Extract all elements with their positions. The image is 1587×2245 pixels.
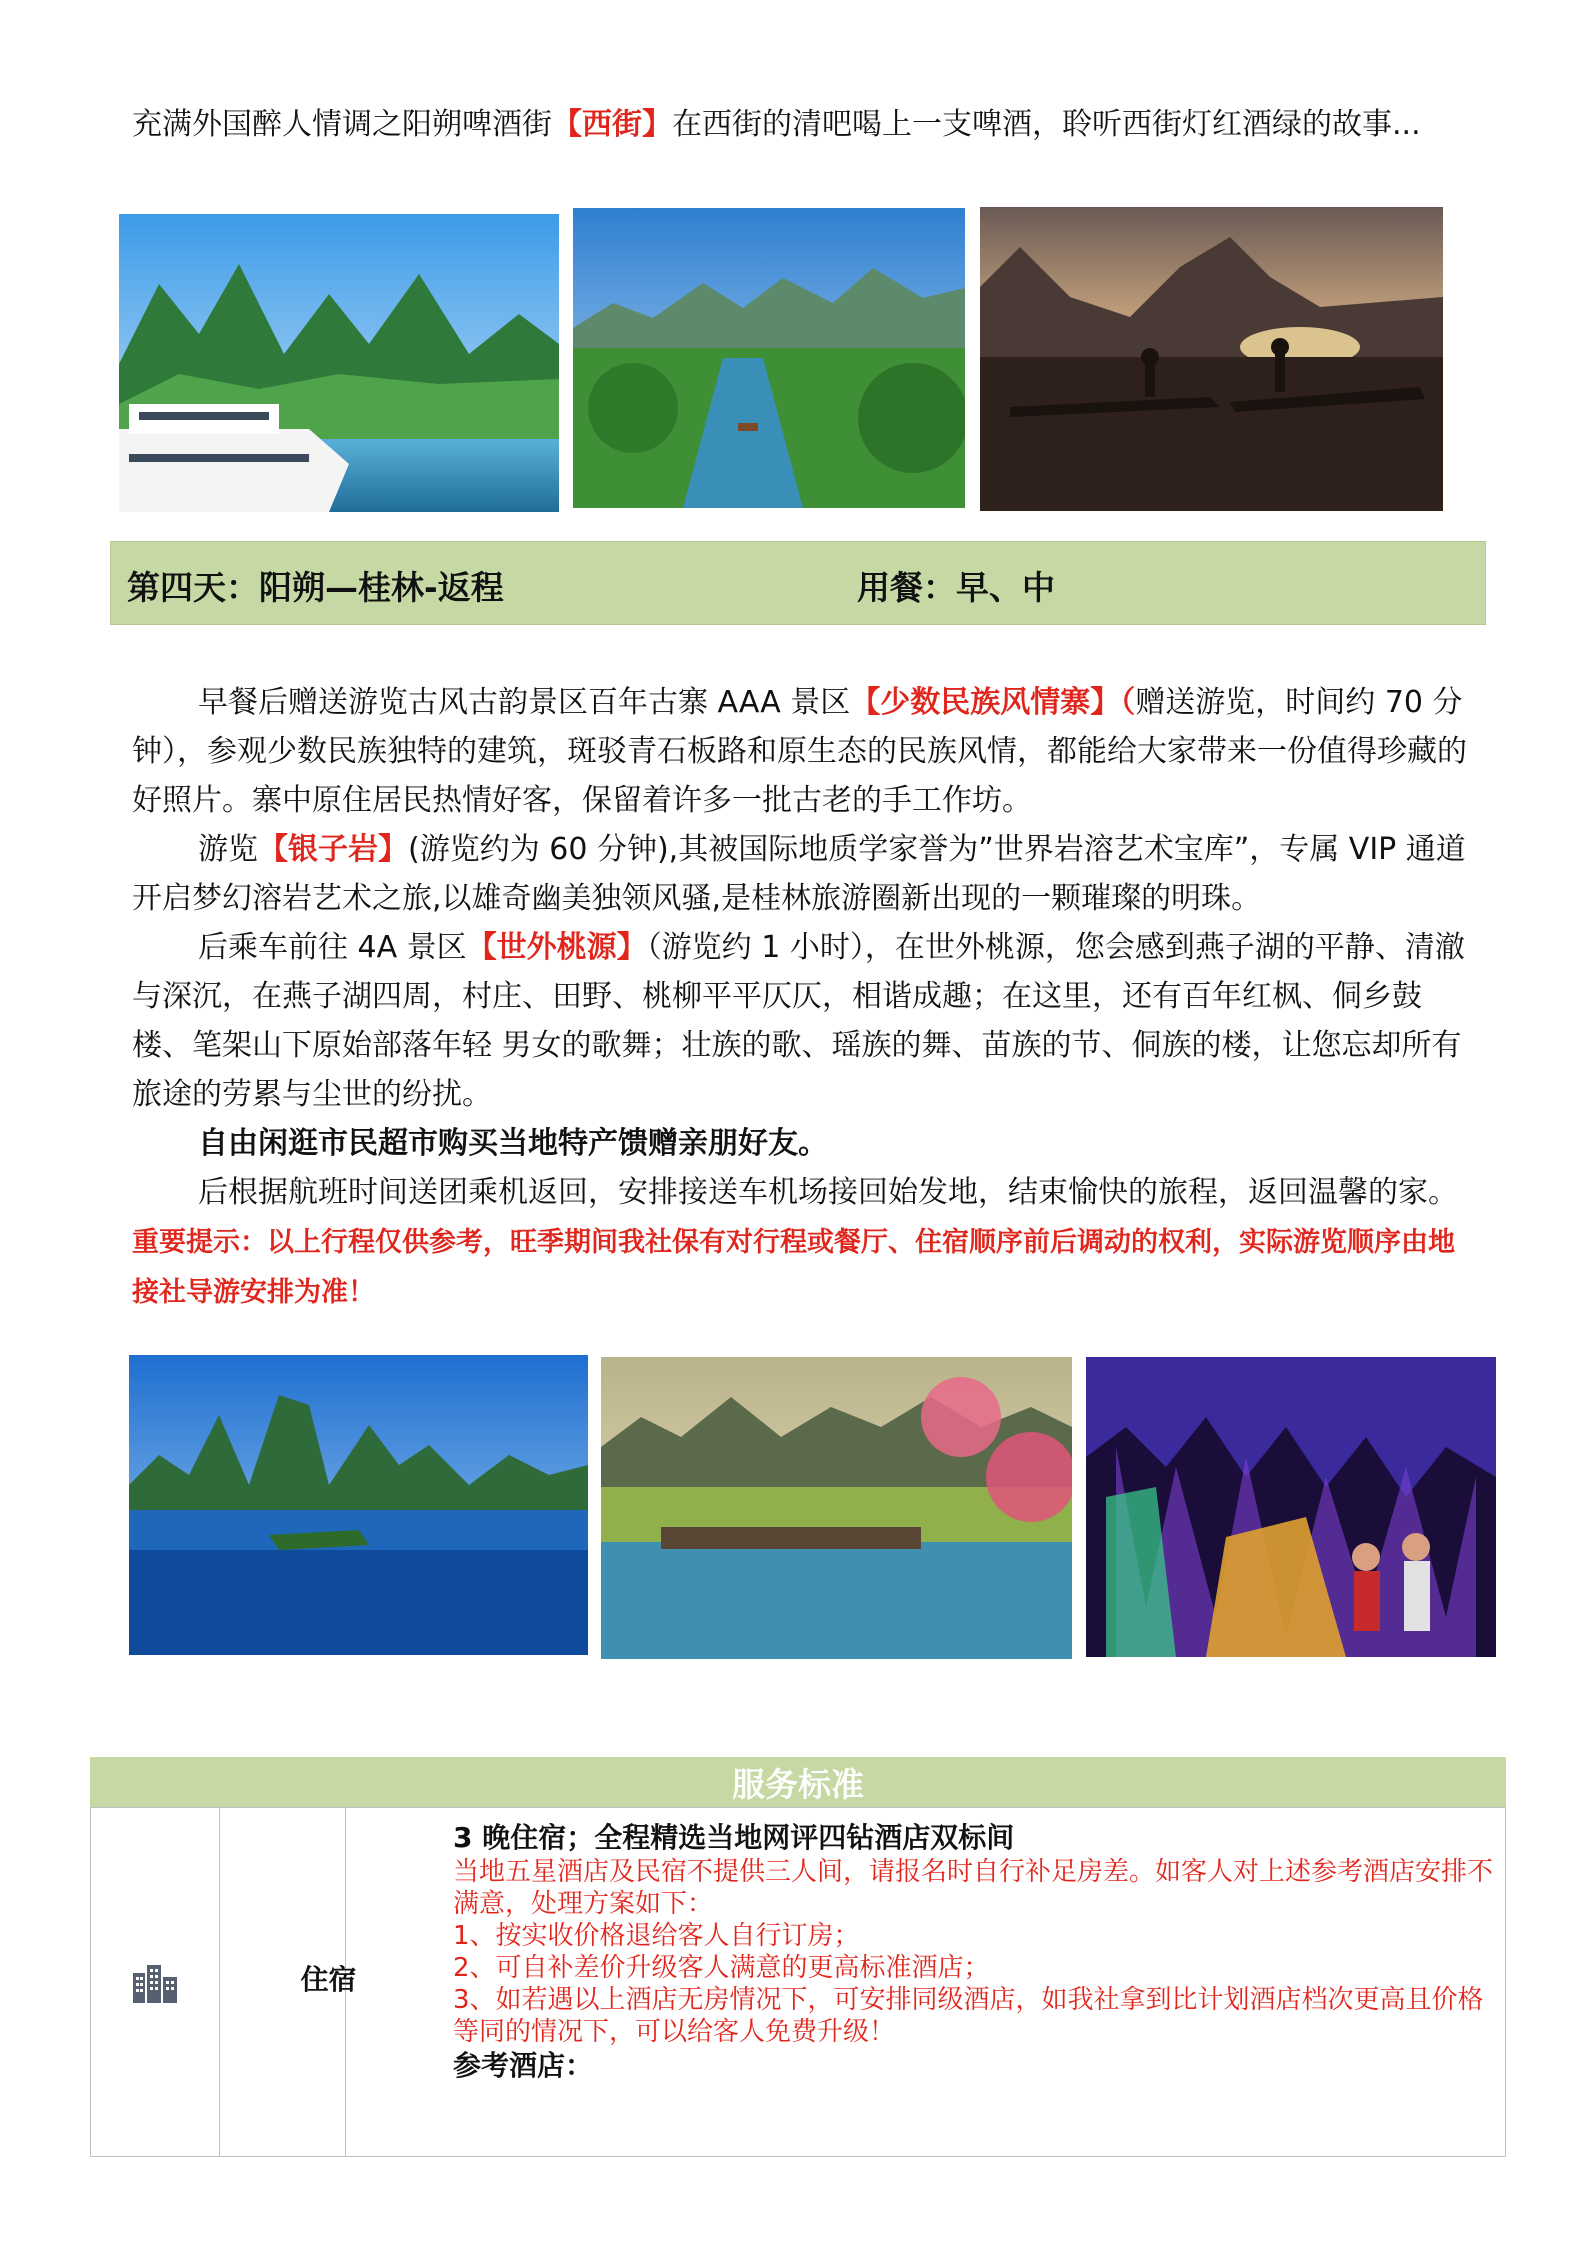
highlight-silver-cave: 【银子岩】 xyxy=(258,832,408,867)
day-paragraphs xyxy=(132,678,1472,1317)
intro-text-after: 在西街的清吧喝上一支啤酒，聆听西街灯红酒绿的故事... xyxy=(672,107,1421,142)
photo-sunset-fishermen xyxy=(980,207,1443,511)
photo-river-cruise xyxy=(119,214,559,512)
accommodation-details xyxy=(453,1820,1493,2084)
highlight-shangri-la: 【世外桃源】 xyxy=(466,930,647,965)
hotel-building-icon xyxy=(131,1963,179,2003)
reference-hotel-label: 参考酒店： xyxy=(453,2049,594,2082)
meal-info: 用餐：早、中 xyxy=(857,568,1055,607)
highlight-minority-village: 【少数民族风情寨】（ xyxy=(850,685,1136,720)
photo-spring-garden xyxy=(601,1357,1072,1659)
column-divider xyxy=(219,1808,220,2156)
accommodation-option: 3、如若遇以上酒店无房情况下，可安排同级酒店，如我社拿到比计划酒店档次更高且价格等同的情况下，可以给客人免费升级！ xyxy=(453,1985,1484,2047)
important-notice: 重要提示：以上行程仅供参考，旺季期间我社保有对行程或餐厅、住宿顺序前后调动的权利，实际游览顺序由地接社导游安排为准！ xyxy=(132,1227,1455,1308)
paragraph-return: 后根据航班时间送团乘机返回，安排接送车机场接回始发地，结束愉快的旅程，返回温馨的家。重要提示：以上行程仅供参考，旺季期间我社保有对行程或餐厅、住宿顺序前后调动的权利，实际游览顺序由地接社导游安排为准！ xyxy=(132,1175,1458,1308)
day-banner xyxy=(110,541,1486,625)
paragraph-shangri-la: 后乘车前往 4A 景区【世外桃源】（游览约 1 小时），在世外桃源，您会感到燕子湖的平静、清澈与深沉，在燕子湖四周，村庄、田野、桃柳平平仄仄，相谐成趣；在这里，还有百年红枫、侗乡鼓楼、笔架山下原始部落年轻 男女的歌舞；壮族的歌、瑶族的舞、苗族的节、侗族的楼，让您忘却所有旅途的劳累与尘世的纷扰。 xyxy=(132,930,1465,1112)
accommodation-headline: 3 晚住宿；全程精选当地网评四钻酒店双标间 xyxy=(453,1821,1015,1854)
accommodation-note: 当地五星酒店及民宿不提供三人间，请报名时自行补足房差。如客人对上述参考酒店安排不满意，处理方案如下： xyxy=(453,1857,1494,1919)
photo-karst-lake xyxy=(129,1355,588,1655)
accommodation-option: 2、可自补差价升级客人满意的更高标准酒店； xyxy=(453,1953,990,1983)
photo-silver-cave xyxy=(1086,1357,1496,1657)
photo-green-river xyxy=(573,208,965,508)
row-label-accommodation: 住宿 xyxy=(300,1963,357,1996)
paragraph-minority-village: 早餐后赠送游览古风古韵景区百年古寨 AAA 景区【少数民族风情寨】（赠送游览，时间约 70 分钟），参观少数民族独特的建筑，斑驳青石板路和原生态的民族风情，都能给大家带来一份值得珍藏的好照片。寨中原住居民热情好客，保留着许多一批古老的手工作坊。 xyxy=(132,685,1467,818)
intro-highlight: 【西街】 xyxy=(552,107,672,142)
paragraph-shopping: 自由闲逛市民超市购买当地特产馈赠亲朋好友。 xyxy=(198,1126,828,1161)
intro-paragraph xyxy=(132,100,1472,149)
day-title: 第四天：阳朔—桂林-返程 xyxy=(127,568,504,607)
service-row-accommodation xyxy=(90,1807,1506,2157)
paragraph-silver-cave: 游览【银子岩】(游览约为 60 分钟),其被国际地质学家誉为”世界岩溶艺术宝库”，专属 VIP 通道开启梦幻溶岩艺术之旅,以雄奇幽美独领风骚,是桂林旅游圈新出现的一颗璀璨的明珠。 xyxy=(132,832,1466,916)
accommodation-option: 1、按实收价格退给客人自行订房； xyxy=(453,1921,860,1951)
intro-text-before: 充满外国醉人情调之阳朔啤酒街 xyxy=(132,107,552,142)
service-standards-header: 服务标准 xyxy=(90,1757,1506,1807)
